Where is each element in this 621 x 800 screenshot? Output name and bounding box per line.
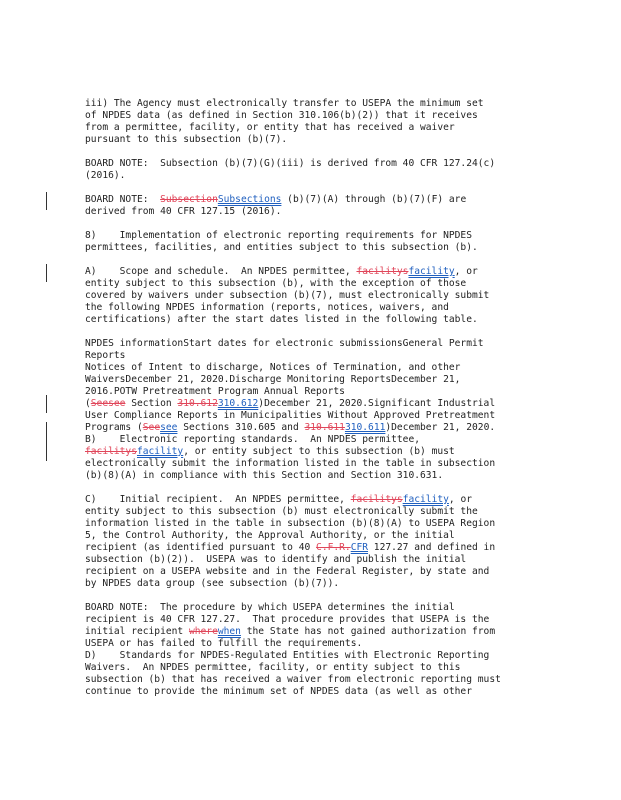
- deleted-text: facilitys: [85, 446, 137, 457]
- paragraph-a: A) Scope and schedule. An NPDES permittee, facilitysfacility, or entity subject to this subsection (b), with the exception of those covered by waivers under subsection (b)(7), must electronically submit the following NPDES information (reports, notices, waivers, and certifications) after the start dates listed in the following table.: [85, 266, 490, 325]
- paragraph-d: D) Standards for NPDES-Regulated Entities with Electronic Reporting Waivers. An NPDES permittee, facility, or entity subject to this subsection (b) that has received a waiver from electronic reporting must continue to provide the minimum set of NPDES data (as well as other: [85, 650, 501, 697]
- inserted-text: Subsections: [217, 194, 282, 205]
- paragraph-b: B) Electronic reporting standards. An NPDES permittee, facilitysfacility, or entity subject to this subsection (b) must electronically submit the information listed in the table in subsection (b)(8)(A) in compliance with this Section and Section 310.631.: [85, 434, 496, 481]
- change-bar: [46, 264, 47, 282]
- board-note-2: BOARD NOTE: SubsectionSubsections (b)(7)(A) through (b)(7)(F) are derived from 40 CFR 127.15 (2016).: [85, 194, 467, 217]
- inserted-text: see: [160, 422, 178, 433]
- schedule-table-text: NPDES informationStart dates for electronic submissionsGeneral Permit Reports Notices of Intent to discharge, Notices of Termination, and other WaiversDecember 21, 2020.Discharge Monitoring ReportsDecember 21, 2016.POTW Pretreatment Program Annual Reports (Seesee Section 310.612310.612)December 21, 2020.Significant Industrial User Compliance Reports in Municipalities Without Approved Pretreatment Programs (Seesee Sections 310.605 and 310.611310.611)December 21, 2020.: [85, 338, 496, 433]
- paragraph-iii: iii) The Agency must electronically transfer to USEPA the minimum set of NPDES data (as defined in Section 310.106(b)(2)) that it receives from a permittee, facility, or entity that has received a waiver pursuant to this subsection (b)(7).: [85, 98, 484, 145]
- inserted-text: facility: [402, 494, 449, 505]
- deleted-text: See: [142, 422, 161, 433]
- paragraph-8: 8) Implementation of electronic reporting requirements for NPDES permittees, facilities, and entities subject to this subsection (b).: [85, 230, 478, 253]
- deleted-text: facilitys: [356, 266, 409, 277]
- deleted-text: Subsection: [160, 194, 218, 205]
- board-note-3: BOARD NOTE: The procedure by which USEPA determines the initial recipient is 40 CFR 127.27. That procedure provides that USEPA is the initial recipient wherewhen the State has not gained authorization from USEPA or has failed to fulfill the requirements.: [85, 602, 496, 649]
- inserted-text: 310.612: [217, 398, 259, 409]
- inserted-text: facility: [408, 266, 455, 277]
- paragraph-c: C) Initial recipient. An NPDES permittee, facilitysfacility, or entity subject to this subsection (b) must electronically submit the information listed in the table in subsection (b)(8)(A) to USEPA Region 5, the Control Authority, the Approval Authority, or the initial recipient (as identified pursuant to 40 C.F.R.CFR 127.27 and defined in subsection (b)(2)). USEPA was to identify and publish the initial recipient on a USEPA website and in the Federal Register, by state and by NPDES data group (see subsection (b)(7)).: [85, 494, 496, 589]
- deleted-text: C.F.R.: [316, 542, 351, 553]
- change-bar: [46, 395, 47, 413]
- deleted-text: 310.612: [177, 398, 218, 409]
- inserted-text: 310.611: [344, 422, 386, 433]
- change-bar: [46, 422, 47, 444]
- inserted-text: CFR: [350, 542, 369, 553]
- deleted-text: facilitys: [350, 494, 403, 505]
- change-bar: [46, 192, 47, 210]
- deleted-text: where: [188, 626, 218, 637]
- board-note-1: BOARD NOTE: Subsection (b)(7)(G)(iii) is derived from 40 CFR 127.24(c) (2016).: [85, 158, 496, 181]
- deleted-text: Seesee: [90, 398, 126, 409]
- inserted-text: when: [217, 626, 241, 637]
- deleted-text: 310.611: [304, 422, 345, 433]
- inserted-text: facility: [136, 446, 184, 457]
- change-bar: [46, 443, 47, 461]
